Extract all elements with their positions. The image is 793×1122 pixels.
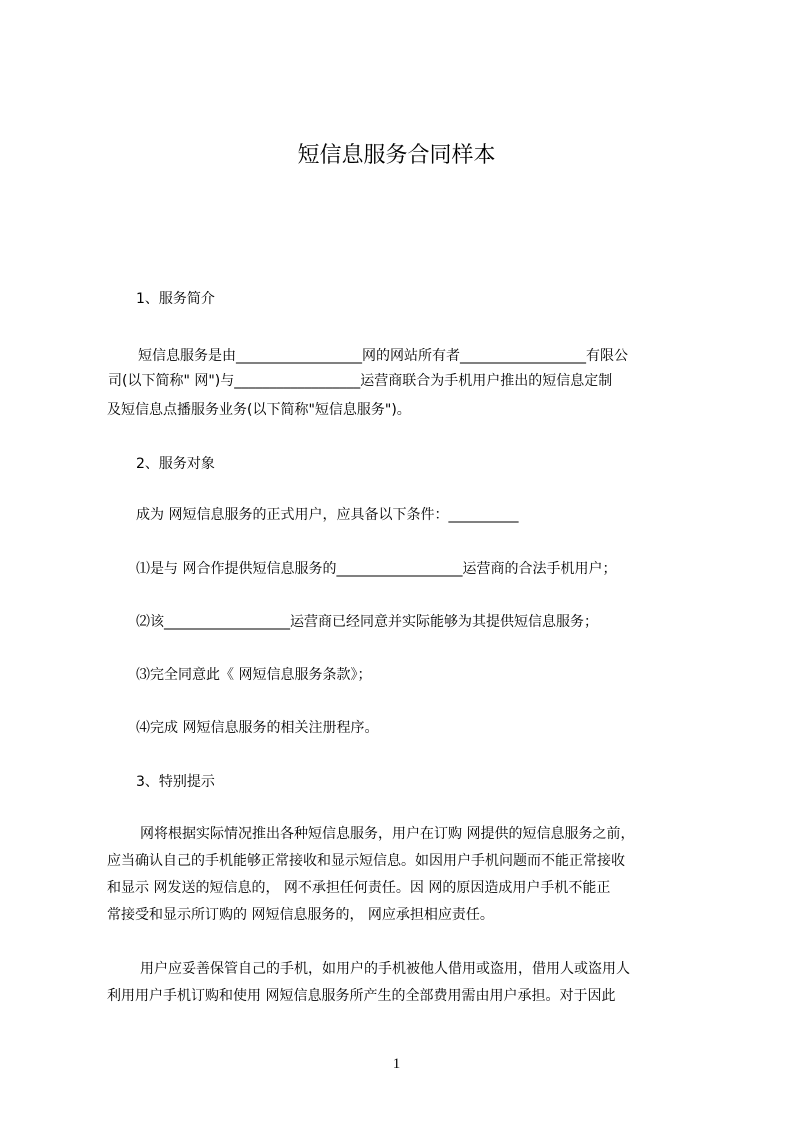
paragraph-line: 及短信息点播服务业务(以下简称"短信息服务")。 (107, 402, 411, 418)
section-2-heading: 2、服务对象 (136, 456, 215, 472)
section-1-heading: 1、服务简介 (136, 291, 215, 307)
paragraph-line: 短信息服务是由__________________网的网站所有者__________________有限公 (138, 348, 628, 364)
condition-item: ⑷完成 网短信息服务的相关注册程序。 (136, 720, 379, 736)
condition-item: ⑴是与 网合作提供短信息服务的__________________运营商的合法手机用户； (136, 561, 617, 577)
condition-item: ⑵该__________________运营商已经同意并实际能够为其提供短信息服务； (136, 614, 598, 630)
page-number: 1 (392, 1056, 401, 1072)
paragraph-line: 应当确认自己的手机能够正常接收和显示短信息。如因用户手机问题而不能正常接收 (107, 853, 625, 869)
document-title: 短信息服务合同样本 (297, 143, 496, 168)
paragraph-line: 用户应妥善保管自己的手机，如用户的手机被他人借用或盗用，借用人或盗用人 (140, 961, 630, 977)
paragraph-line: 网将根据实际情况推出各种短信息服务，用户在订购 网提供的短信息服务之前， (140, 826, 635, 842)
paragraph-line: 常接受和显示所订购的 网短信息服务的， 网应承担相应责任。 (107, 907, 494, 923)
paragraph-line: 利用用户手机订购和使用 网短信息服务所产生的全部费用需由用户承担。对于因此 (107, 988, 616, 1004)
paragraph-line: 司(以下简称" 网")与__________________运营商联合为手机用户推出的短信息定制 (108, 373, 613, 389)
section-2-intro: 成为 网短信息服务的正式用户，应具备以下条件：__________ (136, 507, 519, 523)
section-3-heading: 3、特别提示 (136, 774, 215, 790)
condition-item: ⑶完全同意此《 网短信息服务条款》； (136, 667, 372, 683)
paragraph-line: 和显示 网发送的短信息的， 网不承担任何责任。因 网的原因造成用户手机不能正 (107, 880, 611, 896)
